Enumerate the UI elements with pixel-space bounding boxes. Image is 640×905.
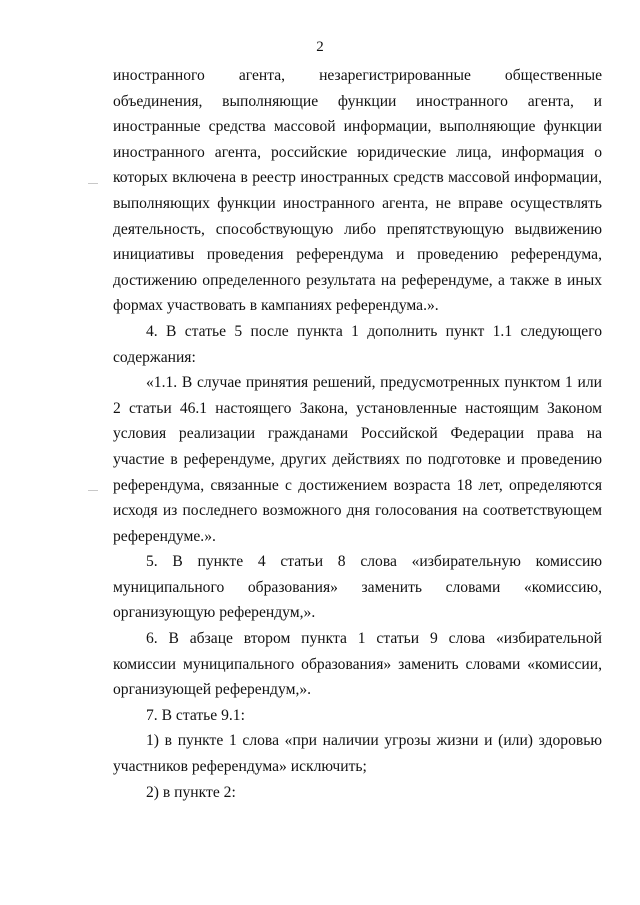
scan-mark — [88, 490, 98, 491]
scan-mark — [88, 183, 98, 184]
paragraph-item-7: 7. В статье 9.1: — [146, 706, 245, 724]
paragraph-continuation: иностранного агента, незарегистрированные общественные объединения, выполняющие функции иностранного агента, и иностранные средства массовой информации, выполняющие функции иностранного агента, российские юридические лица, информация о которых включена в реестр иностранных средств массовой информации, выполняющих функции иностранного агента, не вправе осуществлять деятельность, способствующую либо препятствующую выдвижению инициативы проведения референдума и проведению референдума, достижению определенного результата на референдуме, а также в иных формах участвовать в кампаниях референдума.». — [113, 67, 602, 315]
paragraph-item-7-1: 1) в пункте 1 слова «при наличии угрозы жизни и (или) здоровью участников референдума» исключить; — [113, 732, 602, 776]
paragraph-item-4: 4. В статье 5 после пункта 1 дополнить пункт 1.1 следующего содержания: — [113, 322, 602, 366]
document-body — [113, 63, 602, 805]
paragraph-item-7-2: 2) в пункте 2: — [146, 783, 236, 801]
paragraph-item-5: 5. В пункте 4 статьи 8 слова «избирательную комиссию муниципального образования» заменить словами «комиссию, организующую референдум,». — [113, 553, 602, 622]
paragraph-item-6: 6. В абзаце втором пункта 1 статьи 9 слова «избирательной комиссии муниципального образования» заменить словами «комиссии, организующей референдум,». — [113, 630, 602, 699]
page-number: 2 — [316, 39, 324, 55]
paragraph-item-4-quote: «1.1. В случае принятия решений, предусмотренных пунктом 1 или 2 статьи 46.1 настоящего Закона, установленные настоящим Законом условия реализации гражданами Российской Федерации права на участие в референдуме, других действиях по подготовке и проведению референдума, связанные с достижением возраста 18 лет, определяются исходя из последнего возможного дня голосования на соответствующем референдуме.». — [113, 374, 602, 545]
